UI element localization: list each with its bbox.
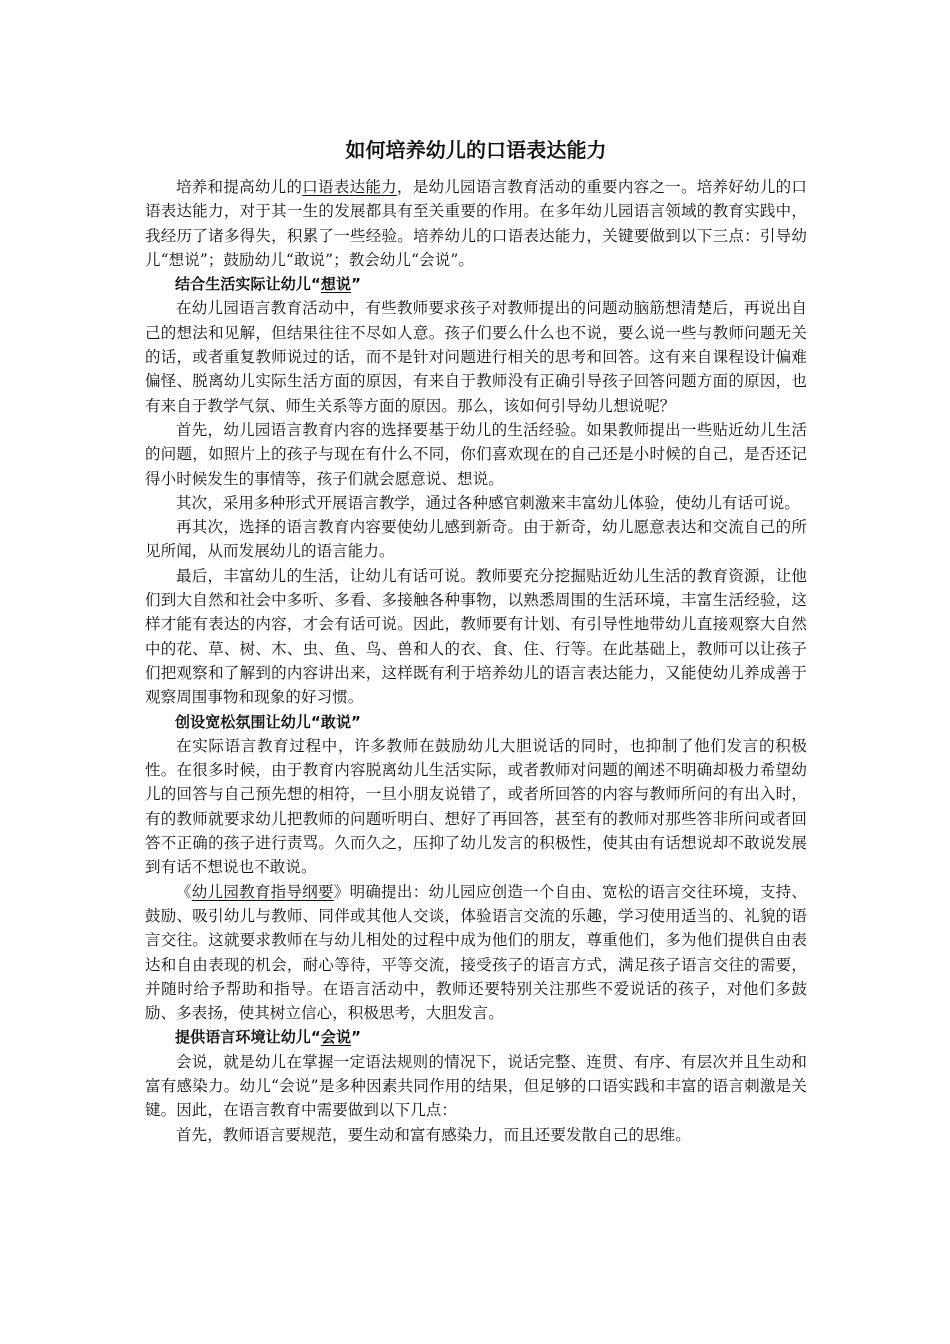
intro-text-before: 培养和提高幼儿的	[176, 178, 303, 196]
section1-paragraph: 首先，幼儿园语言教育内容的选择要基于幼儿的生活经验。如果教师提出一些贴近幼儿生活的问题，如照片上的孩子与现在有什么不同，你们喜欢现在的自己还是小时候的自己，是否还记得小时候发生的事情等，孩子们就会愿意说、想说。	[145, 420, 807, 488]
section-heading-2: 创设宽松氛围让幼儿“敢说”	[175, 712, 362, 731]
document-page	[145, 136, 807, 1147]
intro-link[interactable]: 口语表达能力	[302, 178, 397, 196]
section1-paragraph: 最后，丰富幼儿的生活，让幼儿有话可说。教师要充分挖掘贴近幼儿生活的教育资源，让他们到大自然和社会中多听、多看、多接触各种事物，以熟悉周围的生活环境，丰富生活经验，这样才能有表达的内容，才会有话可说。因此，教师要有计划、有引导性地带幼儿直接观察大自然中的花、草、树、木、虫、鱼、鸟、兽和人的衣、食、住、行等。在此基础上，教师可以让孩子们把观察和了解到的内容讲出来，这样既有利于培养幼儿的语言表达能力，又能使幼儿养成善于观察周围事物和现象的好习惯。	[145, 566, 807, 707]
section-heading-3	[145, 1025, 807, 1049]
section1-paragraph: 再其次，选择的语言教育内容要使幼儿感到新奇。由于新奇，幼儿愿意表达和交流自己的所见所闻，从而发展幼儿的语言能力。	[145, 518, 807, 561]
section1-heading-link[interactable]: 想说	[320, 275, 352, 294]
section3-paragraph: 首先，教师语言要规范，要生动和富有感染力，而且还要发散自己的思维。	[176, 1125, 691, 1144]
section2-paragraph-guideline	[145, 880, 807, 1026]
guideline-open-quote: 《	[176, 882, 192, 901]
section1-paragraph: 其次，采用多种形式开展语言教学，通过各种感官刺激来丰富幼儿体验，使幼儿有话可说。	[176, 493, 801, 512]
section-heading-1	[145, 272, 807, 296]
section3-heading-prefix: 提供语言环境让幼儿“	[175, 1028, 321, 1047]
section1-heading-prefix: 结合生活实际让幼儿“	[175, 275, 321, 294]
guideline-link[interactable]: 幼儿园教育指导纲要	[191, 882, 334, 901]
intro-paragraph	[145, 175, 807, 272]
section3-paragraph: 会说，就是幼儿在掌握一定语法规则的情况下，说话完整、连贯、有序、有层次并且生动和富有感染力。幼儿“会说”是多种因素共同作用的结果，但足够的口语实践和丰富的语言刺激是关键。因此，在语言教育中需要做到以下几点：	[145, 1052, 807, 1120]
section1-heading-suffix: ”	[351, 275, 362, 294]
section3-heading-suffix: ”	[351, 1028, 362, 1047]
section3-heading-link[interactable]: 会说	[320, 1028, 352, 1047]
section2-paragraph: 在实际语言教育过程中，许多教师在鼓励幼儿大胆说话的同时，也抑制了他们发言的积极性。在很多时候，由于教育内容脱离幼儿生活实际，或者教师对问题的阐述不明确却极力希望幼儿的回答与自己预先想的相符，一旦小朋友说错了，或者所回答的内容与教师所问的有出入时，有的教师就要求幼儿把教师的问题听明白、想好了再回答，甚至有的教师对那些答非所问或者回答不正确的孩子进行责骂。久而久之，压抑了幼儿发言的积极性，使其由有话想说却不敢说发展到有话不想说也不敢说。	[145, 736, 807, 877]
section1-paragraph: 在幼儿园语言教育活动中，有些教师要求孩子对教师提出的问题动脑筋想清楚后，再说出自己的想法和见解，但结果往往不尽如人意。孩子们要么什么也不说，要么说一些与教师问题无关的话，或者重复教师说过的话，而不是针对问题进行相关的思考和回答。这有来自课程设计偏难偏怪、脱离幼儿实际生活方面的原因，有来自于教师没有正确引导孩子回答问题方面的原因，也有来自于教学气氛、师生关系等方面的原因。那么，该如何引导幼儿想说呢？	[145, 299, 807, 415]
guideline-text: 》明确提出：幼儿园应创造一个自由、宽松的语言交往环境，支持、鼓励、吸引幼儿与教师、同伴或其他人交谈，体验语言交流的乐趣，学习使用适当的、礼貌的语言交往。这就要求教师在与幼儿相处的过程中成为他们的朋友，尊重他们，多为他们提供自由表达和自由表现的机会，耐心等待，平等交流，接受孩子的语言方式，满足孩子语言交往的需要，并随时给予帮助和指导。在语言活动中，教师还要特别关注那些不爱说话的孩子，对他们多鼓励、多表扬，使其树立信心，积极思考，大胆发言。	[145, 882, 807, 1023]
document-title: 如何培养幼儿的口语表达能力	[345, 138, 607, 162]
intro-text-after: ，是幼儿园语言教育活动的重要内容之一。培养好幼儿的口语表达能力，对于其一生的发展都具有至关重要的作用。在多年幼儿园语言领域的教育实践中，我经历了诸多得失，积累了一些经验。培养幼儿的口语表达能力，关键要做到以下三点：引导幼儿“想说”；鼓励幼儿“敢说”；教会幼儿“会说”。	[145, 178, 807, 269]
